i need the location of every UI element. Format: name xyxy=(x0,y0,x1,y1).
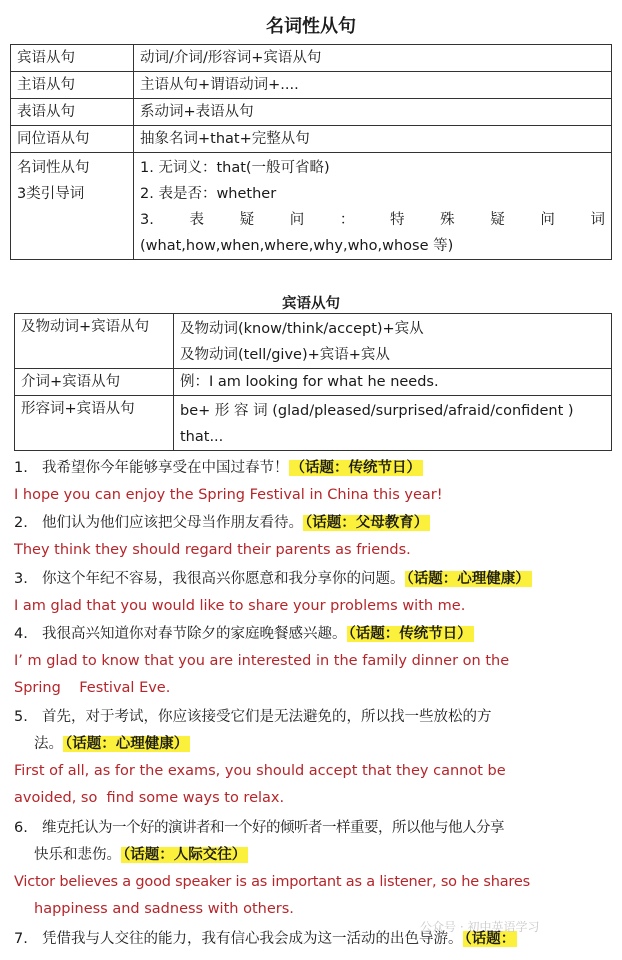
topic-tag: （话题：传统节日） xyxy=(348,626,472,642)
topic-tag: （话题：心理健康） xyxy=(406,571,530,587)
content-line: 2. 表是否：whether xyxy=(140,186,277,202)
section-title: 宾语从句 xyxy=(282,296,340,312)
content-line: 及物动词(know/think/accept)+宾从 xyxy=(180,321,424,337)
object-clause-table xyxy=(14,313,612,451)
row-label: 介词+宾语从句 xyxy=(15,369,174,396)
example-en: happiness and sadness with others. xyxy=(34,901,294,917)
row-content xyxy=(174,396,612,451)
example-en: avoided, so find some ways to relax. xyxy=(14,790,285,806)
glyph: 问 xyxy=(289,212,305,228)
example-zh: 3. 你这个年纪不容易，我很高兴你愿意和我分享你的问题。 （话题：心理健康） xyxy=(14,571,530,587)
content-line: 及物动词(tell/give)+宾语+宾从 xyxy=(180,347,390,363)
example-en: First of all, as for the exams, you should accept that they cannot be xyxy=(14,763,506,779)
row-label: 宾语从句 xyxy=(11,45,134,72)
label-line: 3类引导词 xyxy=(17,186,85,202)
table-row xyxy=(11,72,612,99)
glyph: ： xyxy=(339,212,355,228)
row-label: 主语从句 xyxy=(11,72,134,99)
row-content: 系动词+表语从句 xyxy=(134,99,612,126)
example-zh: 6. 维克托认为一个好的演讲者和一个好的倾听者一样重要，所以他与他人分享 xyxy=(14,820,504,836)
row-content: 动词/介词/形容词+宾语从句 xyxy=(134,45,612,72)
example-en: I am glad that you would like to share your problems with me. xyxy=(14,598,466,614)
row-content: 抽象名词+that+完整从句 xyxy=(134,126,612,153)
example-zh: 2. 他们认为他们应该把父母当作朋友看待。 （话题：父母教育） xyxy=(14,515,429,531)
topic-tag: （话题： xyxy=(464,931,516,947)
example-1 xyxy=(14,455,614,509)
table-row xyxy=(11,126,612,153)
content-line: that... xyxy=(180,429,224,445)
content-line: be+ 形 容 词 (glad/pleased/surprised/afraid/confident ) xyxy=(180,403,574,419)
glyph: 词 xyxy=(590,212,605,228)
example-zh: 法。 （话题：心理健康） xyxy=(34,736,189,752)
glyph: 特 xyxy=(389,212,405,228)
example-zh: 快乐和悲伤。 （话题：人际交往） xyxy=(34,847,247,863)
example-4 xyxy=(14,621,614,702)
example-zh: 7. 凭借我与人交往的能力，我有信心我会成为这一活动的出色导游。 （话题： xyxy=(14,931,516,947)
example-en: I’ m glad to know that you are interested in the family dinner on the xyxy=(14,653,510,669)
row-content xyxy=(134,153,612,260)
row-content: 主语从句+谓语动词+.... xyxy=(134,72,612,99)
content-line-justified xyxy=(140,209,605,231)
table-row xyxy=(15,396,612,451)
example-en: Spring Festival Eve. xyxy=(14,680,171,696)
glyph: 疑 xyxy=(490,212,505,228)
glyph: 3. xyxy=(140,212,154,228)
example-en: I hope you can enjoy the Spring Festival in China this year! xyxy=(14,487,443,503)
table-row xyxy=(15,369,612,396)
noun-clause-table xyxy=(10,44,612,260)
topic-tag: （话题：心理健康） xyxy=(65,736,189,752)
glyph: 问 xyxy=(540,212,555,228)
content-line: (what,how,when,where,why,who,whose 等) xyxy=(140,238,454,254)
example-3 xyxy=(14,566,614,620)
row-label: 同位语从句 xyxy=(11,126,134,153)
example-6 xyxy=(14,815,614,923)
glyph: 表 xyxy=(189,212,204,228)
row-label: 形容词+宾语从句 xyxy=(15,396,174,451)
table-row xyxy=(11,153,612,260)
page-title: 名词性从句 xyxy=(266,16,356,37)
glyph: 疑 xyxy=(239,212,255,228)
example-zh: 4. 我很高兴知道你对春节除夕的家庭晚餐感兴趣。 （话题：传统节日） xyxy=(14,626,472,642)
example-en: They think they should regard their parents as friends. xyxy=(14,542,411,558)
table-row xyxy=(11,99,612,126)
row-label: 表语从句 xyxy=(11,99,134,126)
label-line: 名词性从句 xyxy=(17,160,90,176)
row-content: 例：I am looking for what he needs. xyxy=(174,369,612,396)
watermark: 公众号 · 初中英语学习 xyxy=(420,920,540,934)
glyph: 殊 xyxy=(440,212,455,228)
row-label: 及物动词+宾语从句 xyxy=(15,314,174,369)
row-label xyxy=(11,153,134,260)
example-en: Victor believes a good speaker is as important as a listener, so he shares xyxy=(14,874,530,890)
example-2 xyxy=(14,510,614,564)
table-row xyxy=(15,314,612,369)
topic-tag: （话题：人际交往） xyxy=(123,847,247,863)
example-zh: 1. 我希望你今年能够享受在中国过春节！ （话题：传统节日） xyxy=(14,460,421,476)
content-line: 1. 无词义：that(一般可省略) xyxy=(140,160,330,176)
example-zh: 5. 首先，对于考试，你应该接受它们是无法避免的，所以找一些放松的方 xyxy=(14,709,492,725)
row-content xyxy=(174,314,612,369)
topic-tag: （话题：传统节日） xyxy=(290,460,421,476)
table-row xyxy=(11,45,612,72)
topic-tag: （话题：父母教育） xyxy=(305,515,429,531)
example-5 xyxy=(14,704,614,812)
